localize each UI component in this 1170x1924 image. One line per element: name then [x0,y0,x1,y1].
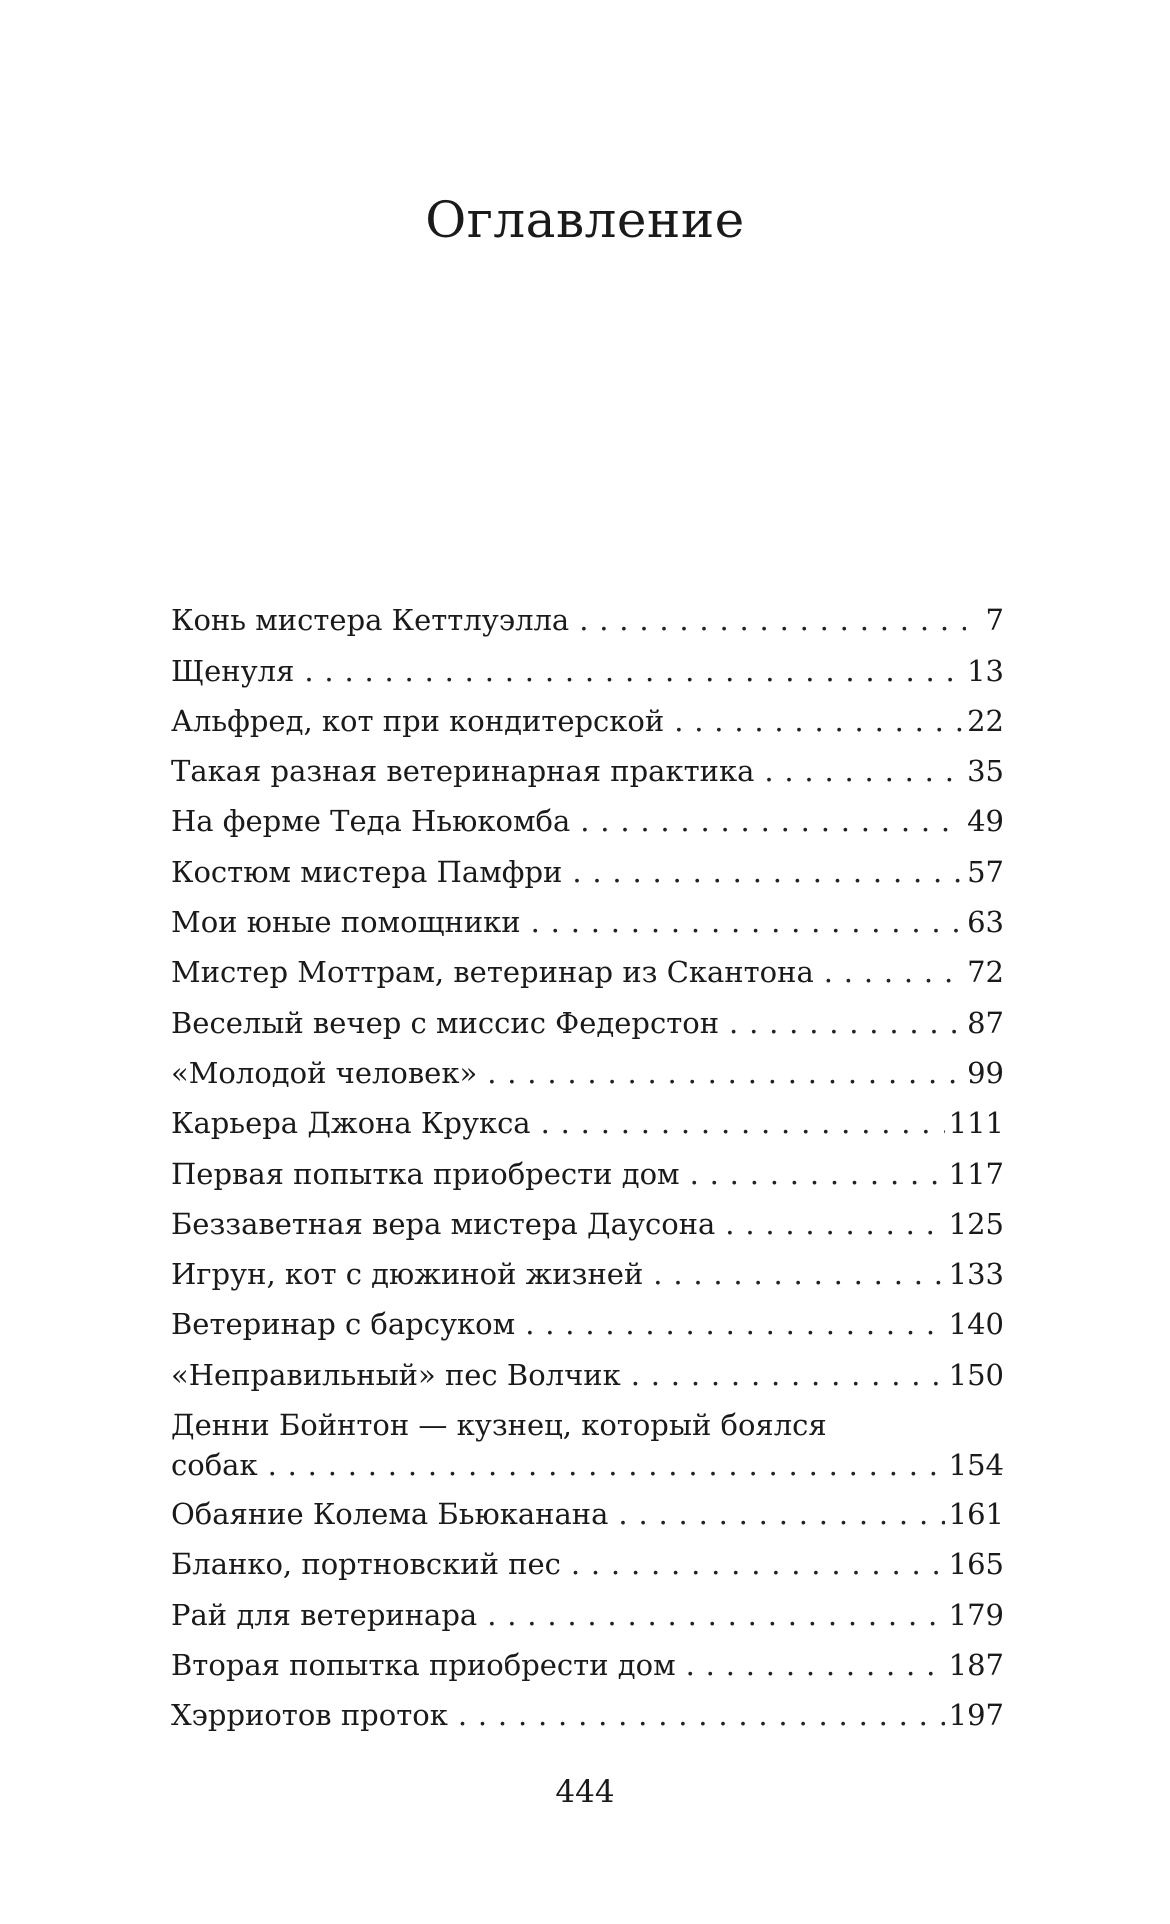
toc-entry-page: 161 [948,1497,1004,1532]
toc-entry[interactable] [171,1194,1004,1244]
toc-entry-page: 133 [948,1257,1004,1292]
toc-entry[interactable] [171,1344,1004,1394]
toc-entry-title: Карьера Джона Крукса [171,1106,531,1141]
toc-entry-title: Конь мистера Кеттлуэлла [171,603,570,638]
toc-entry-page: 87 [967,1005,1004,1040]
toc-entry-page: 150 [948,1357,1004,1392]
toc-entry-page: 179 [948,1597,1004,1632]
table-of-contents [171,590,1004,1735]
dot-leader [531,902,963,942]
dot-leader [686,1645,945,1685]
toc-entry[interactable] [171,1294,1004,1344]
dot-leader [541,1103,945,1143]
dot-leader [487,1595,944,1635]
toc-entry-title-line2: собак [171,1447,258,1482]
dot-leader [764,751,963,791]
dot-leader [572,852,963,892]
dot-leader [690,1154,945,1194]
toc-entry-page: 63 [967,905,1004,940]
toc-entry-line2 [171,1445,1004,1485]
toc-entry-page: 7 [985,603,1004,638]
page-number: 444 [555,1774,615,1810]
toc-entry-page: 197 [948,1698,1004,1733]
toc-entry[interactable] [171,1244,1004,1294]
toc-entry-page: 99 [967,1055,1004,1090]
toc-entry[interactable] [171,992,1004,1042]
toc-entry[interactable] [171,640,1004,690]
page-title: Оглавление [425,191,745,249]
toc-entry[interactable] [171,1043,1004,1093]
toc-entry-page: 49 [967,804,1004,839]
dot-leader [525,1304,944,1344]
toc-entry-title: Рай для ветеринара [171,1597,478,1632]
toc-entry[interactable] [171,691,1004,741]
toc-entry-title: Костюм мистера Памфри [171,854,563,889]
toc-entry-title: Первая попытка приобрести дом [171,1156,680,1191]
dot-leader [824,952,963,992]
toc-entry-title: Игрун, кот с дюжиной жизней [171,1257,644,1292]
toc-entry[interactable] [171,1395,1004,1484]
toc-entry[interactable] [171,791,1004,841]
toc-entry-title: Альфред, кот при кондитерской [171,703,665,738]
toc-entry-title: Беззаветная вера мистера Даусона [171,1206,716,1241]
toc-entry[interactable] [171,1635,1004,1685]
toc-entry-page: 22 [967,703,1004,738]
toc-entry-page: 117 [948,1156,1004,1191]
toc-entry-title: Ветеринар с барсуком [171,1307,516,1342]
toc-entry[interactable] [171,1093,1004,1143]
toc-entry-title: На ферме Теда Ньюкомба [171,804,571,839]
toc-entry-page: 57 [967,854,1004,889]
toc-entry-title: Мистер Моттрам, ветеринар из Скантона [171,955,814,990]
dot-leader [618,1494,944,1534]
toc-entry-page: 140 [948,1307,1004,1342]
toc-entry-title-line1: Денни Бойнтон — кузнец, который боялся [171,1407,827,1442]
toc-entry[interactable] [171,741,1004,791]
dot-leader [653,1254,944,1294]
toc-entry[interactable] [171,841,1004,891]
toc-entry-page: 154 [948,1447,1004,1482]
toc-entry[interactable] [171,590,1004,640]
toc-entry-title: Мои юные помощники [171,905,521,940]
toc-entry-title: Бланко, портновский пес [171,1547,561,1582]
toc-entry-title: Щенуля [171,653,295,688]
toc-entry-title: Обаяние Колема Бьюканана [171,1497,609,1532]
dot-leader [571,1544,945,1584]
toc-entry[interactable] [171,1534,1004,1584]
toc-entry-page: 35 [967,754,1004,789]
toc-entry-page: 72 [967,955,1004,990]
toc-entry-page: 187 [948,1647,1004,1682]
toc-entry-title: Хэрриотов проток [171,1698,448,1733]
toc-entry[interactable] [171,1143,1004,1193]
dot-leader [458,1695,945,1735]
dot-leader [304,651,963,691]
toc-entry-title: Такая разная ветеринарная практика [171,754,755,789]
toc-entry[interactable] [171,942,1004,992]
toc-entry[interactable] [171,892,1004,942]
toc-entry-title: Веселый вечер с миссис Федерстон [171,1005,720,1040]
toc-entry-page: 125 [948,1206,1004,1241]
toc-entry-page: 165 [948,1547,1004,1582]
toc-entry[interactable] [171,1584,1004,1634]
dot-leader [729,1003,963,1043]
toc-entry-title: «Молодой человек» [171,1055,478,1090]
toc-entry[interactable] [171,1685,1004,1735]
dot-leader [487,1053,963,1093]
dot-leader [268,1445,945,1485]
toc-entry[interactable] [171,1484,1004,1534]
dot-leader [674,701,963,741]
dot-leader [580,801,963,841]
toc-entry-title: Вторая попытка приобрести дом [171,1647,676,1682]
toc-entry-page: 111 [948,1106,1004,1141]
dot-leader [579,600,966,640]
dot-leader [725,1204,944,1244]
dot-leader [631,1355,945,1395]
toc-entry-page: 13 [967,653,1004,688]
toc-entry-title: «Неправильный» пес Волчик [171,1357,621,1392]
